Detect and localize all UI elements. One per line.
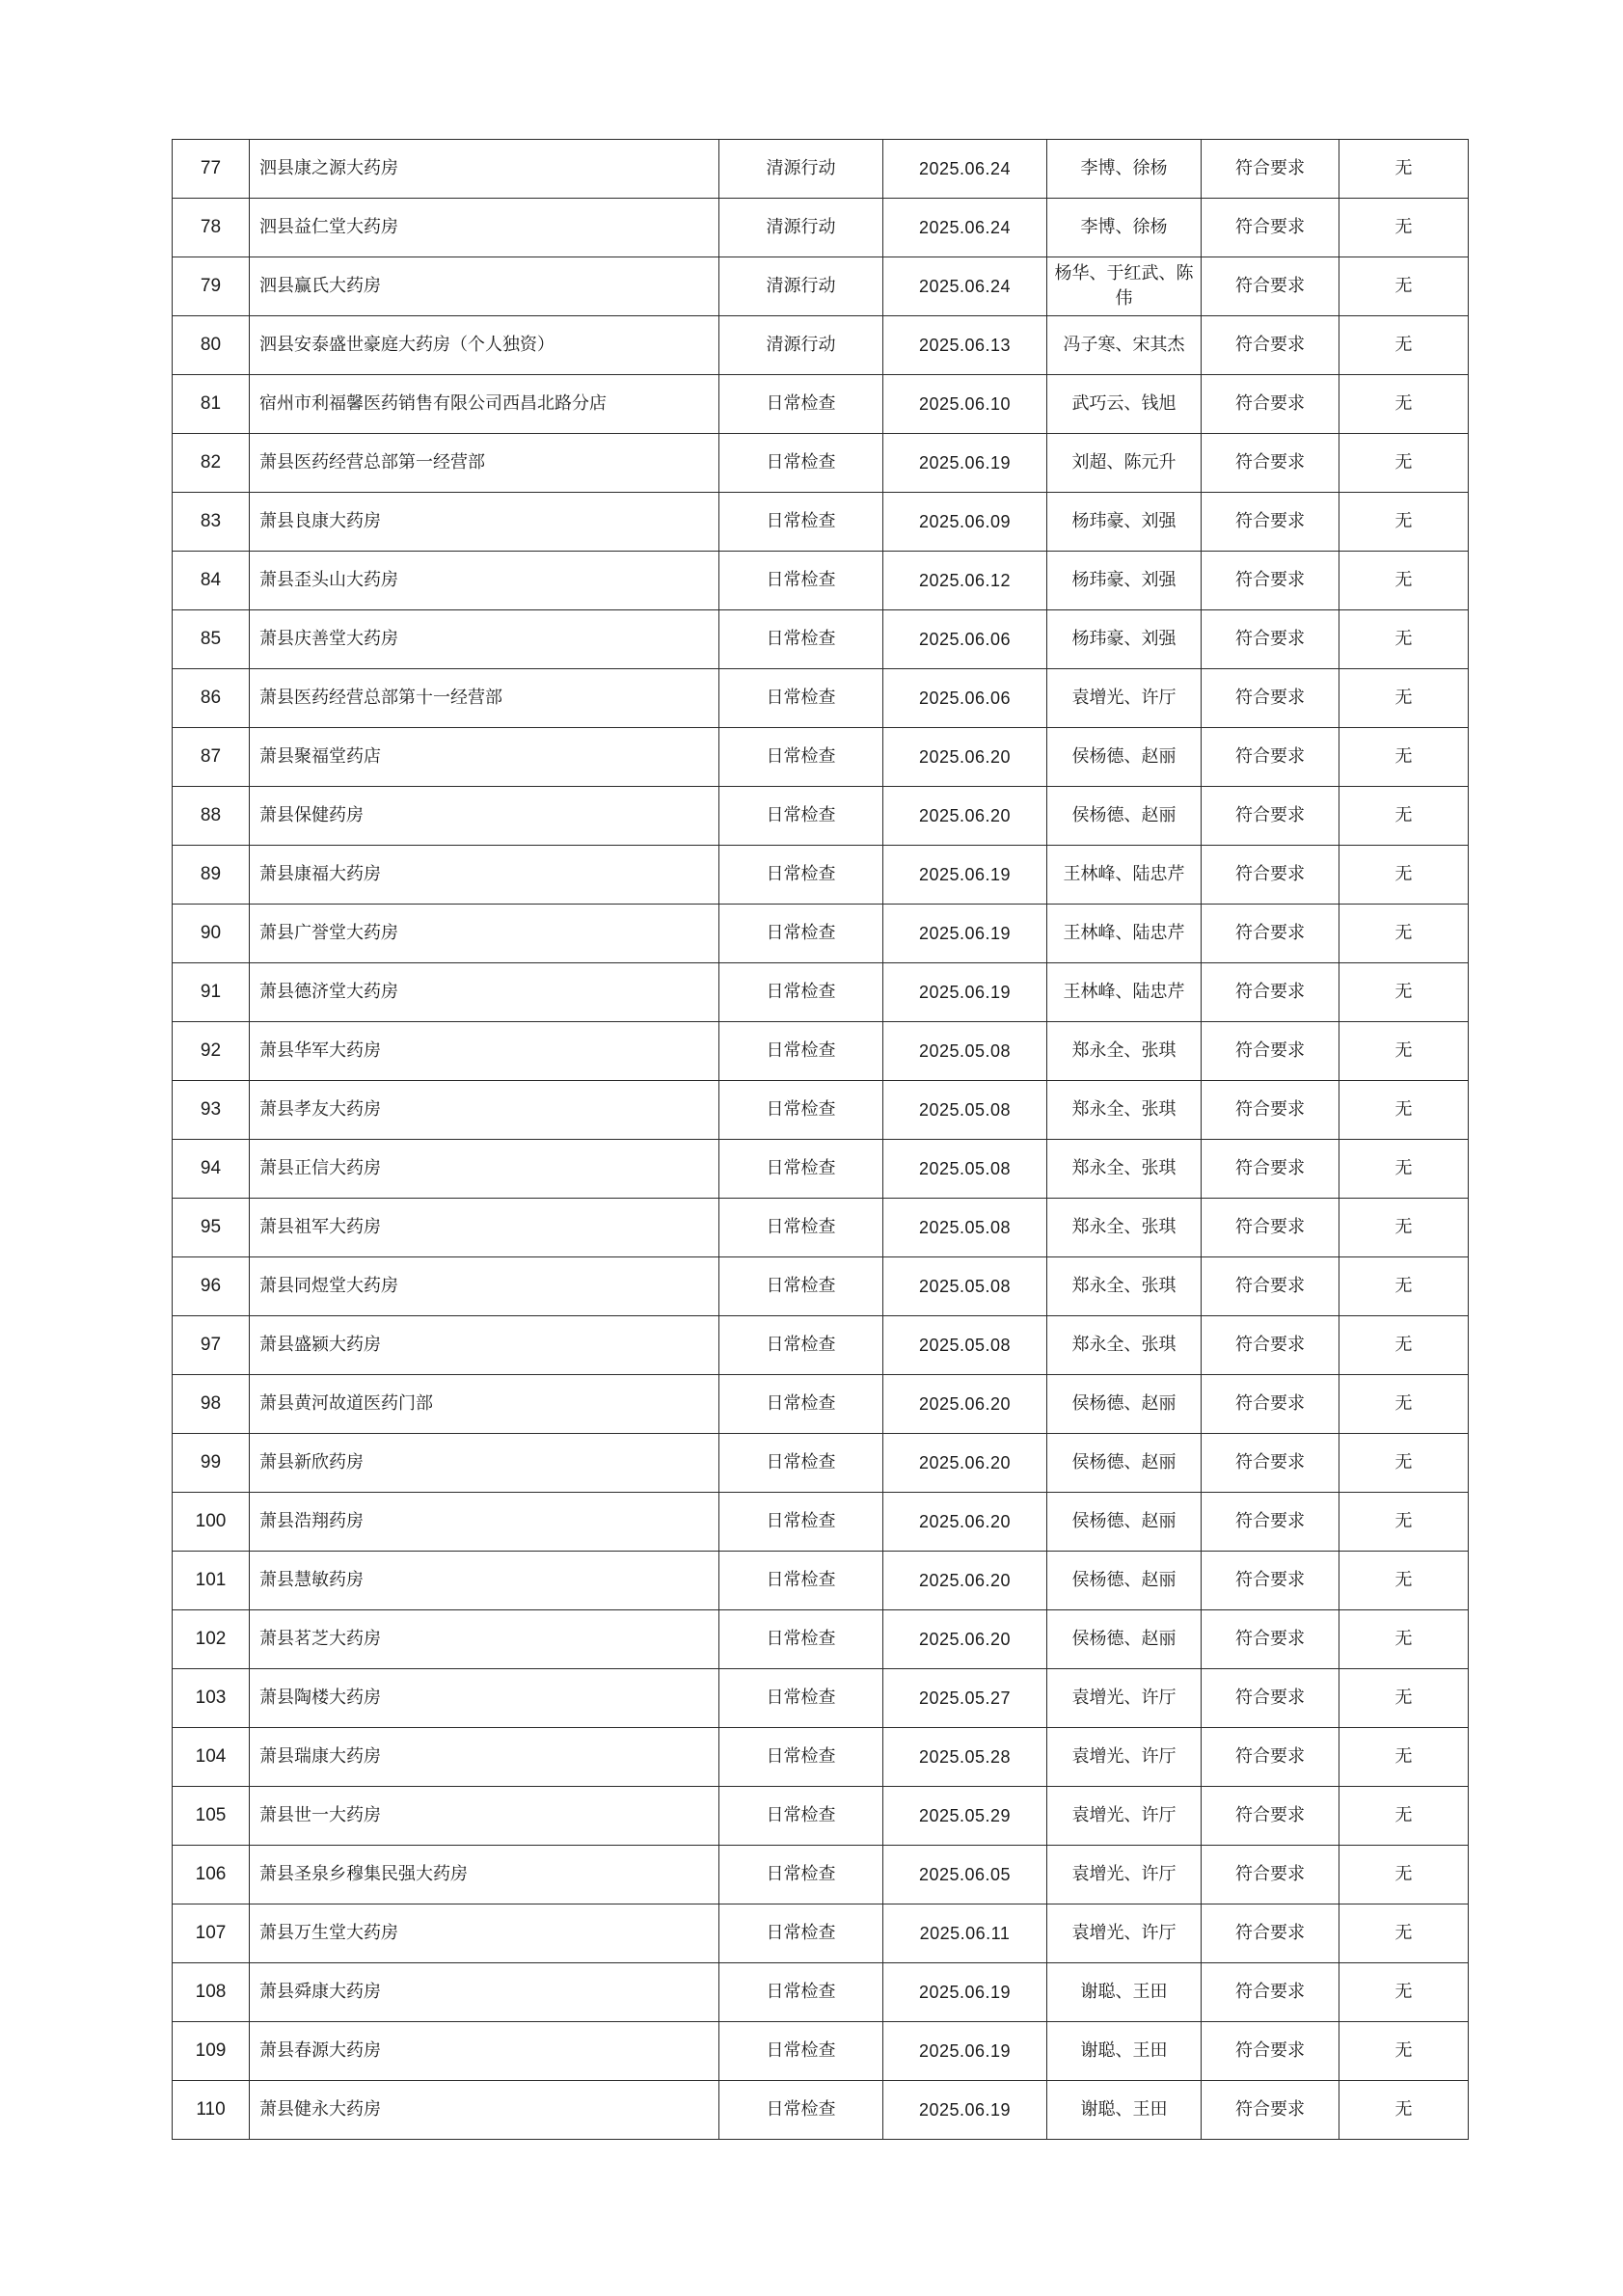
- inspection-date-cell: 2025.06.24: [883, 140, 1047, 199]
- issues-found-cell: 无: [1339, 1140, 1469, 1199]
- inspection-result-cell: 符合要求: [1202, 257, 1339, 316]
- inspection-type-cell: 日常检查: [719, 1963, 883, 2022]
- inspection-result-cell: 符合要求: [1202, 1669, 1339, 1728]
- row-number-cell: 107: [173, 1904, 250, 1963]
- table-row: [173, 316, 1469, 375]
- inspection-result-cell: 符合要求: [1202, 375, 1339, 434]
- pharmacy-name-cell: 萧县歪头山大药房: [250, 552, 719, 610]
- table-row: [173, 140, 1469, 199]
- table-row: [173, 375, 1469, 434]
- table-row: [173, 552, 1469, 610]
- inspectors-cell: 侯杨德、赵丽: [1047, 1375, 1202, 1434]
- inspection-result-cell: 符合要求: [1202, 963, 1339, 1022]
- inspection-date-cell: 2025.06.11: [883, 1904, 1047, 1963]
- inspectors-cell: 郑永全、张琪: [1047, 1022, 1202, 1081]
- inspection-date-cell: 2025.06.19: [883, 963, 1047, 1022]
- table-row: [173, 1434, 1469, 1493]
- row-number-cell: 83: [173, 493, 250, 552]
- inspection-date-cell: 2025.06.05: [883, 1846, 1047, 1904]
- table-row: [173, 493, 1469, 552]
- inspectors-cell: 郑永全、张琪: [1047, 1140, 1202, 1199]
- inspection-type-cell: 日常检查: [719, 905, 883, 963]
- issues-found-cell: 无: [1339, 316, 1469, 375]
- inspectors-cell: 王林峰、陆忠芹: [1047, 905, 1202, 963]
- inspection-result-cell: 符合要求: [1202, 1375, 1339, 1434]
- inspection-date-cell: 2025.05.08: [883, 1199, 1047, 1257]
- inspection-type-cell: 日常检查: [719, 1316, 883, 1375]
- table-row: [173, 1375, 1469, 1434]
- pharmacy-name-cell: 萧县华军大药房: [250, 1022, 719, 1081]
- inspectors-cell: 袁增光、许厅: [1047, 1787, 1202, 1846]
- inspection-table: [172, 139, 1469, 2140]
- row-number-cell: 81: [173, 375, 250, 434]
- inspection-type-cell: 日常检查: [719, 1493, 883, 1552]
- inspectors-cell: 袁增光、许厅: [1047, 1669, 1202, 1728]
- inspection-type-cell: 日常检查: [719, 1375, 883, 1434]
- table-row: [173, 1140, 1469, 1199]
- inspection-type-cell: 清源行动: [719, 257, 883, 316]
- row-number-cell: 101: [173, 1552, 250, 1610]
- inspectors-cell: 谢聪、王田: [1047, 2022, 1202, 2081]
- issues-found-cell: 无: [1339, 728, 1469, 787]
- pharmacy-name-cell: 萧县祖军大药房: [250, 1199, 719, 1257]
- issues-found-cell: 无: [1339, 140, 1469, 199]
- inspection-date-cell: 2025.06.20: [883, 1375, 1047, 1434]
- pharmacy-name-cell: 萧县孝友大药房: [250, 1081, 719, 1140]
- inspection-type-cell: 日常检查: [719, 1081, 883, 1140]
- inspection-result-cell: 符合要求: [1202, 552, 1339, 610]
- inspectors-cell: 杨玮豪、刘强: [1047, 610, 1202, 669]
- inspection-type-cell: 清源行动: [719, 316, 883, 375]
- pharmacy-name-cell: 萧县圣泉乡穆集民强大药房: [250, 1846, 719, 1904]
- pharmacy-name-cell: 萧县陶楼大药房: [250, 1669, 719, 1728]
- inspection-result-cell: 符合要求: [1202, 1728, 1339, 1787]
- inspection-type-cell: 日常检查: [719, 552, 883, 610]
- issues-found-cell: 无: [1339, 787, 1469, 846]
- inspection-type-cell: 日常检查: [719, 1846, 883, 1904]
- inspection-type-cell: 日常检查: [719, 787, 883, 846]
- pharmacy-name-cell: 泗县康之源大药房: [250, 140, 719, 199]
- inspection-date-cell: 2025.06.10: [883, 375, 1047, 434]
- inspectors-cell: 侯杨德、赵丽: [1047, 1493, 1202, 1552]
- pharmacy-name-cell: 萧县庆善堂大药房: [250, 610, 719, 669]
- pharmacy-name-cell: 萧县盛颍大药房: [250, 1316, 719, 1375]
- inspectors-cell: 侯杨德、赵丽: [1047, 1610, 1202, 1669]
- inspection-type-cell: 日常检查: [719, 1610, 883, 1669]
- inspection-date-cell: 2025.06.20: [883, 1610, 1047, 1669]
- table-row: [173, 1846, 1469, 1904]
- inspection-result-cell: 符合要求: [1202, 493, 1339, 552]
- pharmacy-name-cell: 萧县茗芝大药房: [250, 1610, 719, 1669]
- table-row: [173, 434, 1469, 493]
- pharmacy-name-cell: 萧县医药经营总部第一经营部: [250, 434, 719, 493]
- pharmacy-name-cell: 萧县康福大药房: [250, 846, 719, 905]
- inspectors-cell: 郑永全、张琪: [1047, 1257, 1202, 1316]
- inspection-type-cell: 日常检查: [719, 1434, 883, 1493]
- issues-found-cell: 无: [1339, 257, 1469, 316]
- inspectors-cell: 侯杨德、赵丽: [1047, 1434, 1202, 1493]
- issues-found-cell: 无: [1339, 1375, 1469, 1434]
- inspection-date-cell: 2025.05.08: [883, 1140, 1047, 1199]
- inspection-date-cell: 2025.06.06: [883, 669, 1047, 728]
- row-number-cell: 77: [173, 140, 250, 199]
- pharmacy-name-cell: 萧县瑞康大药房: [250, 1728, 719, 1787]
- issues-found-cell: 无: [1339, 1257, 1469, 1316]
- inspectors-cell: 郑永全、张琪: [1047, 1199, 1202, 1257]
- inspection-date-cell: 2025.06.20: [883, 1493, 1047, 1552]
- table-row: [173, 257, 1469, 316]
- table-row: [173, 1610, 1469, 1669]
- inspection-date-cell: 2025.05.28: [883, 1728, 1047, 1787]
- row-number-cell: 106: [173, 1846, 250, 1904]
- issues-found-cell: 无: [1339, 1199, 1469, 1257]
- inspection-date-cell: 2025.06.19: [883, 2081, 1047, 2140]
- inspection-result-cell: 符合要求: [1202, 846, 1339, 905]
- inspection-result-cell: 符合要求: [1202, 1199, 1339, 1257]
- issues-found-cell: 无: [1339, 610, 1469, 669]
- pharmacy-name-cell: 萧县聚福堂药店: [250, 728, 719, 787]
- row-number-cell: 87: [173, 728, 250, 787]
- table-row: [173, 787, 1469, 846]
- inspection-result-cell: 符合要求: [1202, 1552, 1339, 1610]
- row-number-cell: 85: [173, 610, 250, 669]
- row-number-cell: 110: [173, 2081, 250, 2140]
- table-row: [173, 1552, 1469, 1610]
- inspection-result-cell: 符合要求: [1202, 1787, 1339, 1846]
- inspection-date-cell: 2025.06.19: [883, 434, 1047, 493]
- issues-found-cell: 无: [1339, 1669, 1469, 1728]
- inspectors-cell: 侯杨德、赵丽: [1047, 728, 1202, 787]
- row-number-cell: 84: [173, 552, 250, 610]
- issues-found-cell: 无: [1339, 1022, 1469, 1081]
- table-row: [173, 1022, 1469, 1081]
- inspection-result-cell: 符合要求: [1202, 199, 1339, 257]
- row-number-cell: 93: [173, 1081, 250, 1140]
- inspection-date-cell: 2025.06.12: [883, 552, 1047, 610]
- issues-found-cell: 无: [1339, 2022, 1469, 2081]
- pharmacy-name-cell: 萧县舜康大药房: [250, 1963, 719, 2022]
- table-row: [173, 199, 1469, 257]
- issues-found-cell: 无: [1339, 375, 1469, 434]
- inspection-type-cell: 日常检查: [719, 1140, 883, 1199]
- inspection-date-cell: 2025.06.20: [883, 1552, 1047, 1610]
- issues-found-cell: 无: [1339, 963, 1469, 1022]
- inspection-result-cell: 符合要求: [1202, 1434, 1339, 1493]
- table-row: [173, 1316, 1469, 1375]
- row-number-cell: 95: [173, 1199, 250, 1257]
- inspection-result-cell: 符合要求: [1202, 1846, 1339, 1904]
- issues-found-cell: 无: [1339, 1904, 1469, 1963]
- row-number-cell: 79: [173, 257, 250, 316]
- inspectors-cell: 杨玮豪、刘强: [1047, 552, 1202, 610]
- inspection-date-cell: 2025.06.24: [883, 257, 1047, 316]
- issues-found-cell: 无: [1339, 552, 1469, 610]
- inspection-date-cell: 2025.06.06: [883, 610, 1047, 669]
- table-row: [173, 728, 1469, 787]
- inspection-result-cell: 符合要求: [1202, 610, 1339, 669]
- inspection-type-cell: 日常检查: [719, 1199, 883, 1257]
- row-number-cell: 90: [173, 905, 250, 963]
- row-number-cell: 102: [173, 1610, 250, 1669]
- inspection-result-cell: 符合要求: [1202, 1904, 1339, 1963]
- inspection-type-cell: 日常检查: [719, 963, 883, 1022]
- inspection-result-cell: 符合要求: [1202, 2081, 1339, 2140]
- issues-found-cell: 无: [1339, 846, 1469, 905]
- pharmacy-name-cell: 泗县安泰盛世豪庭大药房（个人独资）: [250, 316, 719, 375]
- table-row: [173, 610, 1469, 669]
- row-number-cell: 78: [173, 199, 250, 257]
- issues-found-cell: 无: [1339, 1787, 1469, 1846]
- table-row: [173, 846, 1469, 905]
- inspection-type-cell: 日常检查: [719, 728, 883, 787]
- row-number-cell: 99: [173, 1434, 250, 1493]
- table-row: [173, 1493, 1469, 1552]
- table-row: [173, 1257, 1469, 1316]
- inspection-date-cell: 2025.06.19: [883, 2022, 1047, 2081]
- inspectors-cell: 袁增光、许厅: [1047, 669, 1202, 728]
- issues-found-cell: 无: [1339, 1552, 1469, 1610]
- inspection-type-cell: 日常检查: [719, 375, 883, 434]
- inspection-type-cell: 日常检查: [719, 846, 883, 905]
- issues-found-cell: 无: [1339, 905, 1469, 963]
- inspection-result-cell: 符合要求: [1202, 905, 1339, 963]
- row-number-cell: 91: [173, 963, 250, 1022]
- inspectors-cell: 冯子寒、宋其杰: [1047, 316, 1202, 375]
- table-row: [173, 669, 1469, 728]
- inspection-result-cell: 符合要求: [1202, 2022, 1339, 2081]
- issues-found-cell: 无: [1339, 1434, 1469, 1493]
- inspection-date-cell: 2025.05.27: [883, 1669, 1047, 1728]
- inspection-type-cell: 日常检查: [719, 1787, 883, 1846]
- row-number-cell: 89: [173, 846, 250, 905]
- issues-found-cell: 无: [1339, 2081, 1469, 2140]
- issues-found-cell: 无: [1339, 1610, 1469, 1669]
- inspection-date-cell: 2025.05.08: [883, 1257, 1047, 1316]
- pharmacy-name-cell: 萧县新欣药房: [250, 1434, 719, 1493]
- inspection-result-cell: 符合要求: [1202, 1022, 1339, 1081]
- inspection-type-cell: 日常检查: [719, 1257, 883, 1316]
- row-number-cell: 82: [173, 434, 250, 493]
- issues-found-cell: 无: [1339, 1728, 1469, 1787]
- inspection-type-cell: 清源行动: [719, 140, 883, 199]
- inspectors-cell: 谢聪、王田: [1047, 1963, 1202, 2022]
- inspection-date-cell: 2025.06.19: [883, 905, 1047, 963]
- row-number-cell: 97: [173, 1316, 250, 1375]
- issues-found-cell: 无: [1339, 1316, 1469, 1375]
- inspection-result-cell: 符合要求: [1202, 1081, 1339, 1140]
- row-number-cell: 94: [173, 1140, 250, 1199]
- inspection-date-cell: 2025.05.08: [883, 1081, 1047, 1140]
- row-number-cell: 86: [173, 669, 250, 728]
- inspection-type-cell: 清源行动: [719, 199, 883, 257]
- inspection-result-cell: 符合要求: [1202, 1316, 1339, 1375]
- inspection-result-cell: 符合要求: [1202, 1493, 1339, 1552]
- row-number-cell: 109: [173, 2022, 250, 2081]
- pharmacy-name-cell: 萧县春源大药房: [250, 2022, 719, 2081]
- inspectors-cell: 袁增光、许厅: [1047, 1728, 1202, 1787]
- row-number-cell: 108: [173, 1963, 250, 2022]
- inspection-result-cell: 符合要求: [1202, 1257, 1339, 1316]
- pharmacy-name-cell: 萧县浩翔药房: [250, 1493, 719, 1552]
- inspection-type-cell: 日常检查: [719, 2022, 883, 2081]
- pharmacy-name-cell: 萧县世一大药房: [250, 1787, 719, 1846]
- table-body: [173, 140, 1469, 2140]
- pharmacy-name-cell: 萧县同煜堂大药房: [250, 1257, 719, 1316]
- inspection-date-cell: 2025.06.19: [883, 1963, 1047, 2022]
- inspectors-cell: 袁增光、许厅: [1047, 1846, 1202, 1904]
- pharmacy-name-cell: 萧县保健药房: [250, 787, 719, 846]
- inspection-type-cell: 日常检查: [719, 434, 883, 493]
- table-row: [173, 1787, 1469, 1846]
- inspection-result-cell: 符合要求: [1202, 1140, 1339, 1199]
- issues-found-cell: 无: [1339, 1846, 1469, 1904]
- inspection-date-cell: 2025.05.08: [883, 1022, 1047, 1081]
- inspection-result-cell: 符合要求: [1202, 787, 1339, 846]
- table-row: [173, 2022, 1469, 2081]
- pharmacy-name-cell: 萧县德济堂大药房: [250, 963, 719, 1022]
- inspection-date-cell: 2025.06.09: [883, 493, 1047, 552]
- inspection-date-cell: 2025.06.20: [883, 787, 1047, 846]
- inspection-date-cell: 2025.06.13: [883, 316, 1047, 375]
- row-number-cell: 105: [173, 1787, 250, 1846]
- inspection-type-cell: 日常检查: [719, 1728, 883, 1787]
- pharmacy-name-cell: 萧县正信大药房: [250, 1140, 719, 1199]
- inspection-result-cell: 符合要求: [1202, 1963, 1339, 2022]
- table-row: [173, 1081, 1469, 1140]
- inspectors-cell: 李博、徐杨: [1047, 140, 1202, 199]
- inspectors-cell: 杨华、于红武、陈伟: [1047, 257, 1202, 316]
- row-number-cell: 98: [173, 1375, 250, 1434]
- inspectors-cell: 武巧云、钱旭: [1047, 375, 1202, 434]
- inspectors-cell: 王林峰、陆忠芹: [1047, 846, 1202, 905]
- table-row: [173, 1904, 1469, 1963]
- inspection-date-cell: 2025.05.08: [883, 1316, 1047, 1375]
- row-number-cell: 92: [173, 1022, 250, 1081]
- inspectors-cell: 李博、徐杨: [1047, 199, 1202, 257]
- table-row: [173, 2081, 1469, 2140]
- inspectors-cell: 郑永全、张琪: [1047, 1316, 1202, 1375]
- row-number-cell: 100: [173, 1493, 250, 1552]
- row-number-cell: 96: [173, 1257, 250, 1316]
- pharmacy-name-cell: 泗县赢氏大药房: [250, 257, 719, 316]
- inspection-type-cell: 日常检查: [719, 669, 883, 728]
- pharmacy-name-cell: 萧县良康大药房: [250, 493, 719, 552]
- pharmacy-name-cell: 萧县健永大药房: [250, 2081, 719, 2140]
- pharmacy-name-cell: 萧县黄河故道医药门部: [250, 1375, 719, 1434]
- row-number-cell: 80: [173, 316, 250, 375]
- inspectors-cell: 王林峰、陆忠芹: [1047, 963, 1202, 1022]
- inspection-type-cell: 日常检查: [719, 493, 883, 552]
- table-row: [173, 1669, 1469, 1728]
- pharmacy-name-cell: 萧县慧敏药房: [250, 1552, 719, 1610]
- row-number-cell: 88: [173, 787, 250, 846]
- inspection-date-cell: 2025.06.24: [883, 199, 1047, 257]
- issues-found-cell: 无: [1339, 493, 1469, 552]
- inspection-result-cell: 符合要求: [1202, 140, 1339, 199]
- pharmacy-name-cell: 萧县广誉堂大药房: [250, 905, 719, 963]
- inspection-type-cell: 日常检查: [719, 2081, 883, 2140]
- row-number-cell: 104: [173, 1728, 250, 1787]
- inspectors-cell: 侯杨德、赵丽: [1047, 787, 1202, 846]
- inspectors-cell: 侯杨德、赵丽: [1047, 1552, 1202, 1610]
- table-row: [173, 1963, 1469, 2022]
- inspection-result-cell: 符合要求: [1202, 669, 1339, 728]
- table-row: [173, 1199, 1469, 1257]
- issues-found-cell: 无: [1339, 1493, 1469, 1552]
- inspection-result-cell: 符合要求: [1202, 728, 1339, 787]
- inspection-date-cell: 2025.06.19: [883, 846, 1047, 905]
- inspection-result-cell: 符合要求: [1202, 434, 1339, 493]
- inspectors-cell: 袁增光、许厅: [1047, 1904, 1202, 1963]
- issues-found-cell: 无: [1339, 669, 1469, 728]
- inspectors-cell: 郑永全、张琪: [1047, 1081, 1202, 1140]
- issues-found-cell: 无: [1339, 199, 1469, 257]
- inspection-date-cell: 2025.05.29: [883, 1787, 1047, 1846]
- inspection-result-cell: 符合要求: [1202, 316, 1339, 375]
- table-row: [173, 905, 1469, 963]
- inspection-type-cell: 日常检查: [719, 1552, 883, 1610]
- inspection-date-cell: 2025.06.20: [883, 1434, 1047, 1493]
- pharmacy-name-cell: 泗县益仁堂大药房: [250, 199, 719, 257]
- issues-found-cell: 无: [1339, 434, 1469, 493]
- pharmacy-name-cell: 萧县医药经营总部第十一经营部: [250, 669, 719, 728]
- inspection-type-cell: 日常检查: [719, 1022, 883, 1081]
- row-number-cell: 103: [173, 1669, 250, 1728]
- table-row: [173, 1728, 1469, 1787]
- inspection-date-cell: 2025.06.20: [883, 728, 1047, 787]
- inspectors-cell: 刘超、陈元升: [1047, 434, 1202, 493]
- pharmacy-name-cell: 萧县万生堂大药房: [250, 1904, 719, 1963]
- issues-found-cell: 无: [1339, 1081, 1469, 1140]
- inspectors-cell: 杨玮豪、刘强: [1047, 493, 1202, 552]
- inspectors-cell: 谢聪、王田: [1047, 2081, 1202, 2140]
- pharmacy-name-cell: 宿州市利福馨医药销售有限公司西昌北路分店: [250, 375, 719, 434]
- inspection-type-cell: 日常检查: [719, 1669, 883, 1728]
- inspection-result-cell: 符合要求: [1202, 1610, 1339, 1669]
- table-row: [173, 963, 1469, 1022]
- inspection-type-cell: 日常检查: [719, 610, 883, 669]
- issues-found-cell: 无: [1339, 1963, 1469, 2022]
- inspection-type-cell: 日常检查: [719, 1904, 883, 1963]
